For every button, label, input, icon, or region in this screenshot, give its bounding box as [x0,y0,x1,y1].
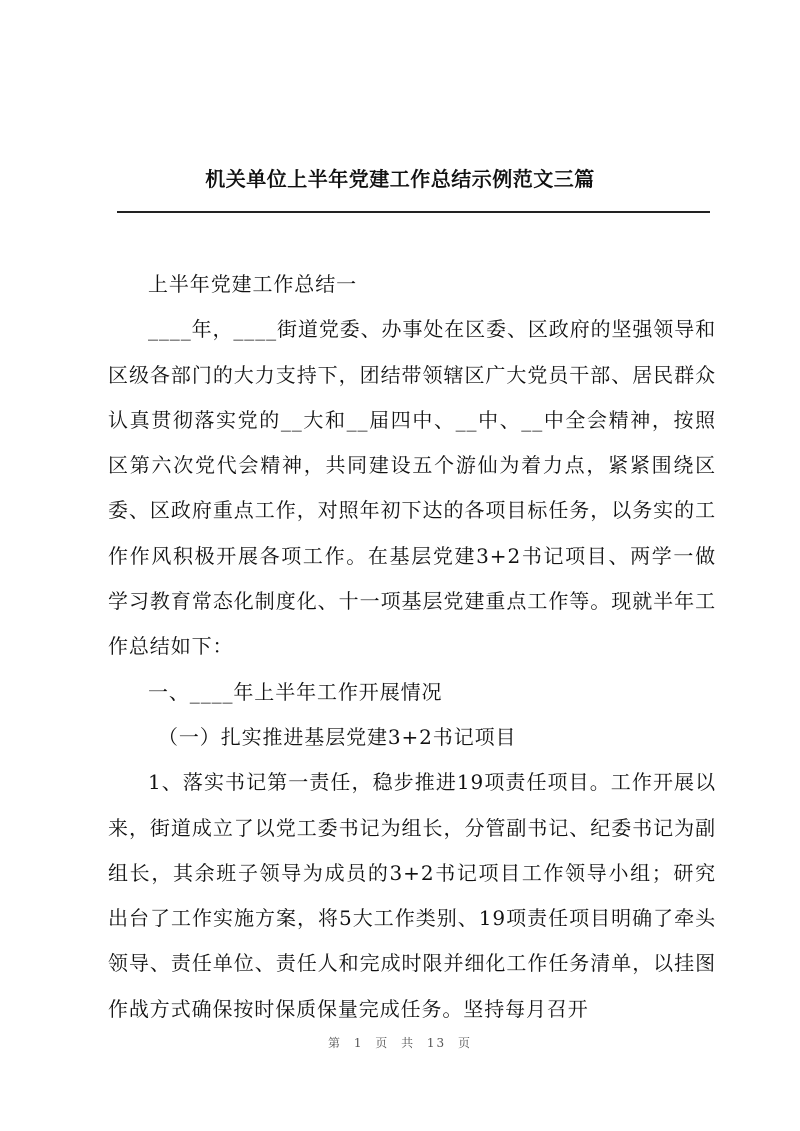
intro-paragraph: ____年，____街道党委、办事处在区委、区政府的坚强领导和区级各部门的大力支持下，团结带领辖区广大党员干部、居民群众认真贯彻落实党的__大和__届四中、__中、__中全会精神，按照区第六次党代会精神，共同建设五个游仙为着力点，紧紧围绕区委、区政府重点工作，对照年初下达的各项目标任务，以务实的工作作风积极开展各项工作。在基层党建3+2书记项目、两学一做学习教育常态化制度化、十一项基层党建重点工作等。现就半年工作总结如下： [108,317,716,659]
section-heading: 上半年党建工作总结一 [148,272,357,296]
document-title: 机关单位上半年党建工作总结示例范文三篇 [205,167,595,191]
title-underline [117,211,710,213]
part-heading: 一、____年上半年工作开展情况 [148,679,443,704]
subsection-heading: （一）扎实推进基层党建3+2书记项目 [158,724,517,749]
page-number: 第 1 页 共 13 页 [328,1036,472,1050]
body-paragraph: 1、落实书记第一责任，稳步推进19项责任项目。工作开展以来，街道成立了以党工委书记为组长，分管副书记、纪委书记为副组长，其余班子领导为成员的3+2书记项目工作领导小组；研究出台了工作实施方案，将5大工作类别、19项责任项目明确了牵头领导、责任单位、责任人和完成时限并细化工作任务清单，以挂图作战方式确保按时保质保量完成任务。坚持每月召开 [108,770,716,1021]
document-body [108,262,716,1032]
